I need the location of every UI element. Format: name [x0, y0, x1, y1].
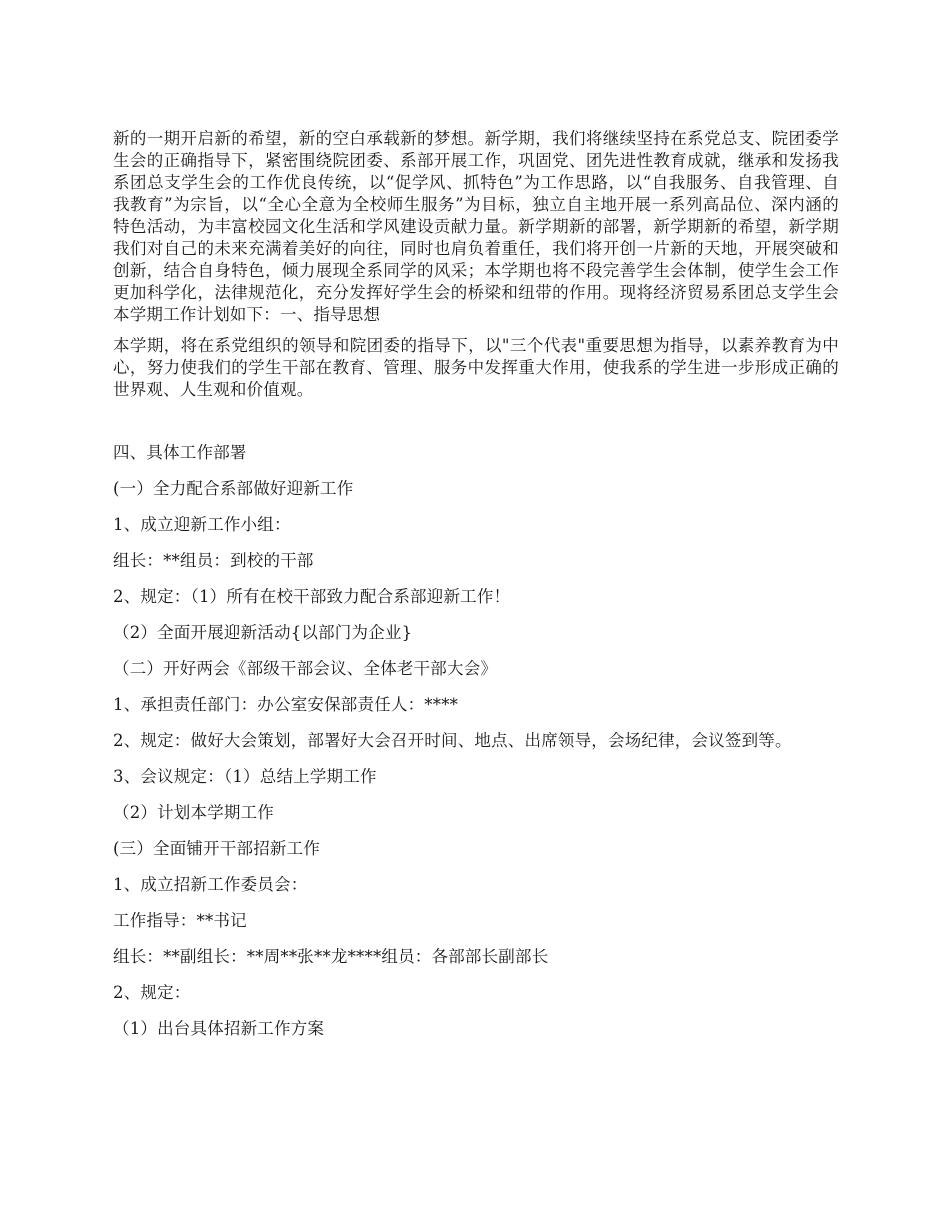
- subsection-heading: （二）开好两会《部级干部会议、全体老干部大会》: [113, 659, 498, 678]
- list-item: 1、承担责任部门：办公室安保部责任人：****: [113, 695, 459, 714]
- document-page: [113, 128, 839, 1054]
- list-item: 2、规定：（1）所有在校干部致力配合系部迎新工作！: [113, 587, 511, 606]
- guiding-thought-paragraph: 本学期，将在系党组织的领导和院团委的指导下，以"三个代表"重要思想为指导，以素养教育为中心，努力使我们的学生干部在教育、管理、服务中发挥重大作用，使我系的学生进一步形成正确的世界观、人生观和价值观。: [113, 336, 839, 399]
- section-heading: 四、具体工作部署: [113, 443, 247, 462]
- list-item: （1）出台具体招新工作方案: [113, 1019, 325, 1038]
- list-item: 组长：**副组长：**周**张**龙****组员：各部部长副部长: [113, 947, 549, 966]
- list-item: （2）计划本学期工作: [113, 803, 274, 822]
- list-item: 1、成立招新工作委员会：: [113, 875, 308, 894]
- subsection-heading: (一）全力配合系部做好迎新工作: [113, 479, 354, 498]
- subsection-heading: (三）全面铺开干部招新工作: [113, 839, 321, 858]
- intro-paragraph: 新的一期开启新的希望，新的空白承载新的梦想。新学期，我们将继续坚持在系党总支、院团委学生会的正确指导下，紧密围绕院团委、系部开展工作，巩固党、团先进性教育成就，继承和发扬我系团总支学生会的工作优良传统，以“促学风、抓特色”为工作思路，以“自我服务、自我管理、自我教育”为宗旨，以“全心全意为全校师生服务”为目标，独立自主地开展一系列高品位、深内涵的特色活动，为丰富校园文化生活和学风建设贡献力量。新学期新的部署，新学期新的希望，新学期我们对自己的未来充满着美好的向往，同时也肩负着重任，我们将开创一片新的天地，开展突破和创新，结合自身特色，倾力展现全系同学的风采；本学期也将不段完善学生会体制，使学生会工作更加科学化，法律规范化，充分发挥好学生会的桥梁和纽带的作用。现将经济贸易系团总支学生会本学期工作计划如下：一、指导思想: [113, 129, 839, 324]
- list-item: 组长：**组员：到校的干部: [113, 551, 314, 570]
- list-item: 2、规定：: [113, 983, 191, 1002]
- list-item: 工作指导：**书记: [113, 911, 247, 930]
- list-item: 1、成立迎新工作小组：: [113, 515, 291, 534]
- list-item: 3、会议规定：（1）总结上学期工作: [113, 767, 377, 786]
- list-item: （2）全面开展迎新活动{以部门为企业}: [113, 623, 413, 642]
- list-item: 2、规定：做好大会策划，部署好大会召开时间、地点、出席领导，会场纪律，会议签到等。: [113, 731, 792, 750]
